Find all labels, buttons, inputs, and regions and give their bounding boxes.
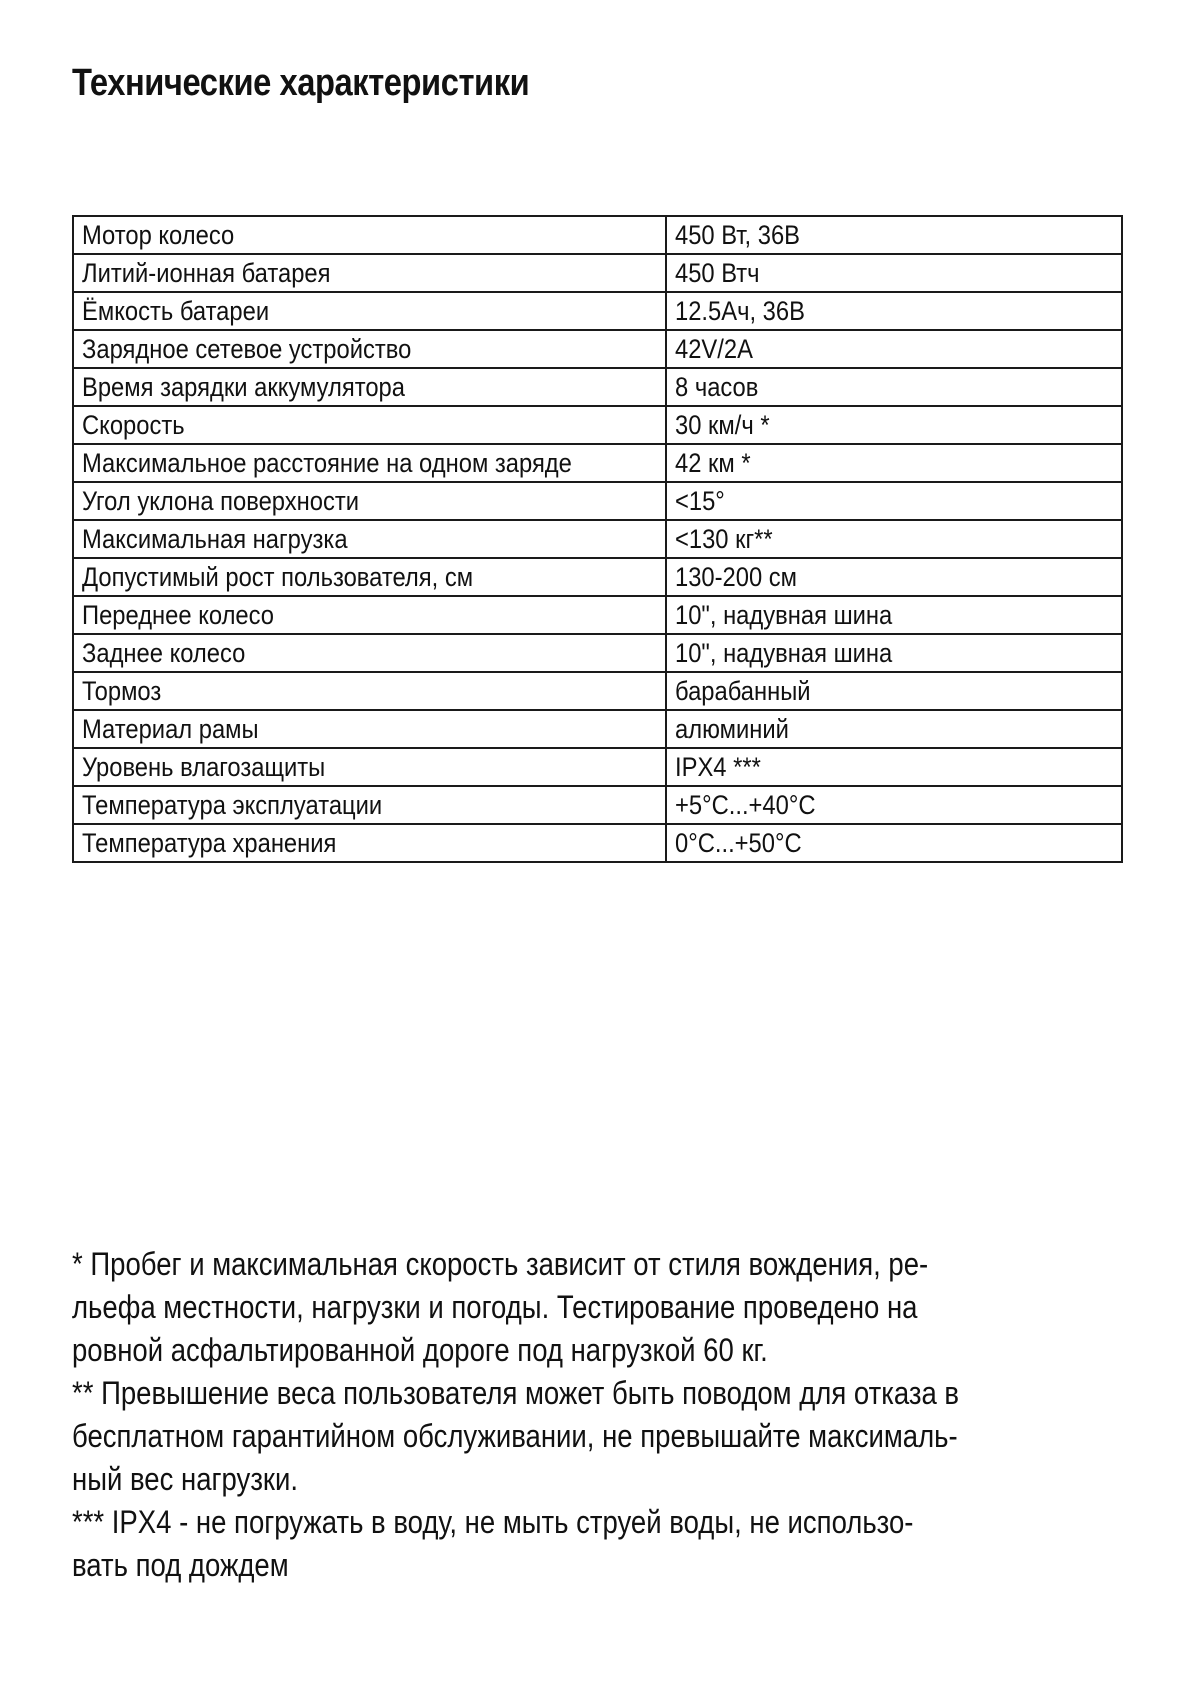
spec-value-cell — [666, 292, 1122, 330]
spec-value-cell — [666, 710, 1122, 748]
footnote-line: *** IPX4 - не погружать в воду, не мыть струей воды, не использо- — [72, 1504, 914, 1540]
spec-name-cell — [73, 672, 666, 710]
table-row — [73, 216, 1122, 254]
spec-value: <130 кг** — [675, 524, 773, 554]
spec-value-cell — [666, 406, 1122, 444]
table-row — [73, 254, 1122, 292]
spec-name-cell — [73, 824, 666, 862]
spec-name-cell — [73, 330, 666, 368]
spec-name: Скорость — [82, 410, 185, 440]
spec-name: Допустимый рост пользователя, см — [82, 562, 474, 592]
table-row — [73, 406, 1122, 444]
spec-value: 450 Втч — [675, 258, 760, 288]
footnote-line: ный вес нагрузки. — [72, 1461, 298, 1497]
spec-value-cell — [666, 482, 1122, 520]
table-row — [73, 634, 1122, 672]
table-row — [73, 710, 1122, 748]
spec-value: 42V/2A — [675, 334, 753, 364]
spec-value-cell — [666, 824, 1122, 862]
spec-name-cell — [73, 786, 666, 824]
spec-name: Ёмкость батареи — [82, 296, 270, 326]
spec-name: Уровень влагозащиты — [82, 752, 326, 782]
spec-name: Время зарядки аккумулятора — [82, 372, 405, 402]
footnote-line: бесплатном гарантийном обслуживании, не превышайте максималь- — [72, 1418, 958, 1454]
spec-name-cell — [73, 710, 666, 748]
table-row — [73, 482, 1122, 520]
table-row — [73, 444, 1122, 482]
spec-name: Температура хранения — [82, 828, 337, 858]
spec-name-cell — [73, 520, 666, 558]
footnote-line: льефа местности, нагрузки и погоды. Тестирование проведено на — [72, 1289, 918, 1325]
specifications-table — [72, 215, 1123, 863]
spec-name: Зарядное сетевое устройство — [82, 334, 412, 364]
footnotes — [72, 1243, 1132, 1587]
spec-value: 450 Вт, 36В — [675, 220, 801, 250]
spec-value-cell — [666, 444, 1122, 482]
spec-value-cell — [666, 748, 1122, 786]
spec-value-cell — [666, 558, 1122, 596]
spec-value: 12.5Ач, 36В — [675, 296, 805, 326]
spec-name: Максимальное расстояние на одном заряде — [82, 448, 572, 478]
spec-value: 30 км/ч * — [675, 410, 770, 440]
table-row — [73, 368, 1122, 406]
footnote-line: ** Превышение веса пользователя может быть поводом для отказа в — [72, 1375, 960, 1411]
table-row — [73, 786, 1122, 824]
spec-value: 10", надувная шина — [675, 600, 893, 630]
footnote-line: вать под дождем — [72, 1547, 289, 1583]
spec-value: 130-200 см — [675, 562, 798, 592]
spec-value: алюминий — [675, 714, 789, 744]
spec-value-cell — [666, 368, 1122, 406]
spec-value-cell — [666, 672, 1122, 710]
spec-name-cell — [73, 406, 666, 444]
spec-name-cell — [73, 482, 666, 520]
spec-value: 10", надувная шина — [675, 638, 893, 668]
spec-value-cell — [666, 786, 1122, 824]
spec-name: Переднее колесо — [82, 600, 275, 630]
spec-name-cell — [73, 216, 666, 254]
table-row — [73, 520, 1122, 558]
spec-name: Тормоз — [82, 676, 162, 706]
spec-name-cell — [73, 292, 666, 330]
table-row — [73, 824, 1122, 862]
footnote-line: * Пробег и максимальная скорость зависит от стиля вождения, ре- — [72, 1246, 929, 1282]
spec-name: Материал рамы — [82, 714, 259, 744]
page-title: Технические характеристики — [72, 62, 530, 104]
table-row — [73, 558, 1122, 596]
footnote-line: ровной асфальтированной дороге под нагрузкой 60 кг. — [72, 1332, 768, 1368]
spec-name-cell — [73, 748, 666, 786]
table-row — [73, 672, 1122, 710]
spec-value: <15° — [675, 486, 725, 516]
spec-value: 42 км * — [675, 448, 751, 478]
spec-value-cell — [666, 520, 1122, 558]
spec-name-cell — [73, 444, 666, 482]
spec-name: Угол уклона поверхности — [82, 486, 360, 516]
spec-name: Литий-ионная батарея — [82, 258, 331, 288]
spec-name: Мотор колесо — [82, 220, 235, 250]
spec-value-cell — [666, 254, 1122, 292]
spec-value: 8 часов — [675, 372, 759, 402]
spec-name-cell — [73, 634, 666, 672]
spec-value: барабанный — [675, 676, 811, 706]
spec-value: IPX4 *** — [675, 752, 761, 782]
spec-value-cell — [666, 596, 1122, 634]
table-row — [73, 748, 1122, 786]
spec-name-cell — [73, 558, 666, 596]
spec-value: 0°C...+50°C — [675, 828, 802, 858]
spec-value: +5°C...+40°C — [675, 790, 816, 820]
spec-name-cell — [73, 368, 666, 406]
table-row — [73, 292, 1122, 330]
spec-value-cell — [666, 330, 1122, 368]
spec-name: Температура эксплуатации — [82, 790, 383, 820]
specifications-table-body — [73, 216, 1122, 862]
spec-value-cell — [666, 216, 1122, 254]
spec-value-cell — [666, 634, 1122, 672]
spec-name-cell — [73, 596, 666, 634]
table-row — [73, 330, 1122, 368]
spec-name: Максимальная нагрузка — [82, 524, 348, 554]
spec-name: Заднее колесо — [82, 638, 246, 668]
spec-name-cell — [73, 254, 666, 292]
table-row — [73, 596, 1122, 634]
